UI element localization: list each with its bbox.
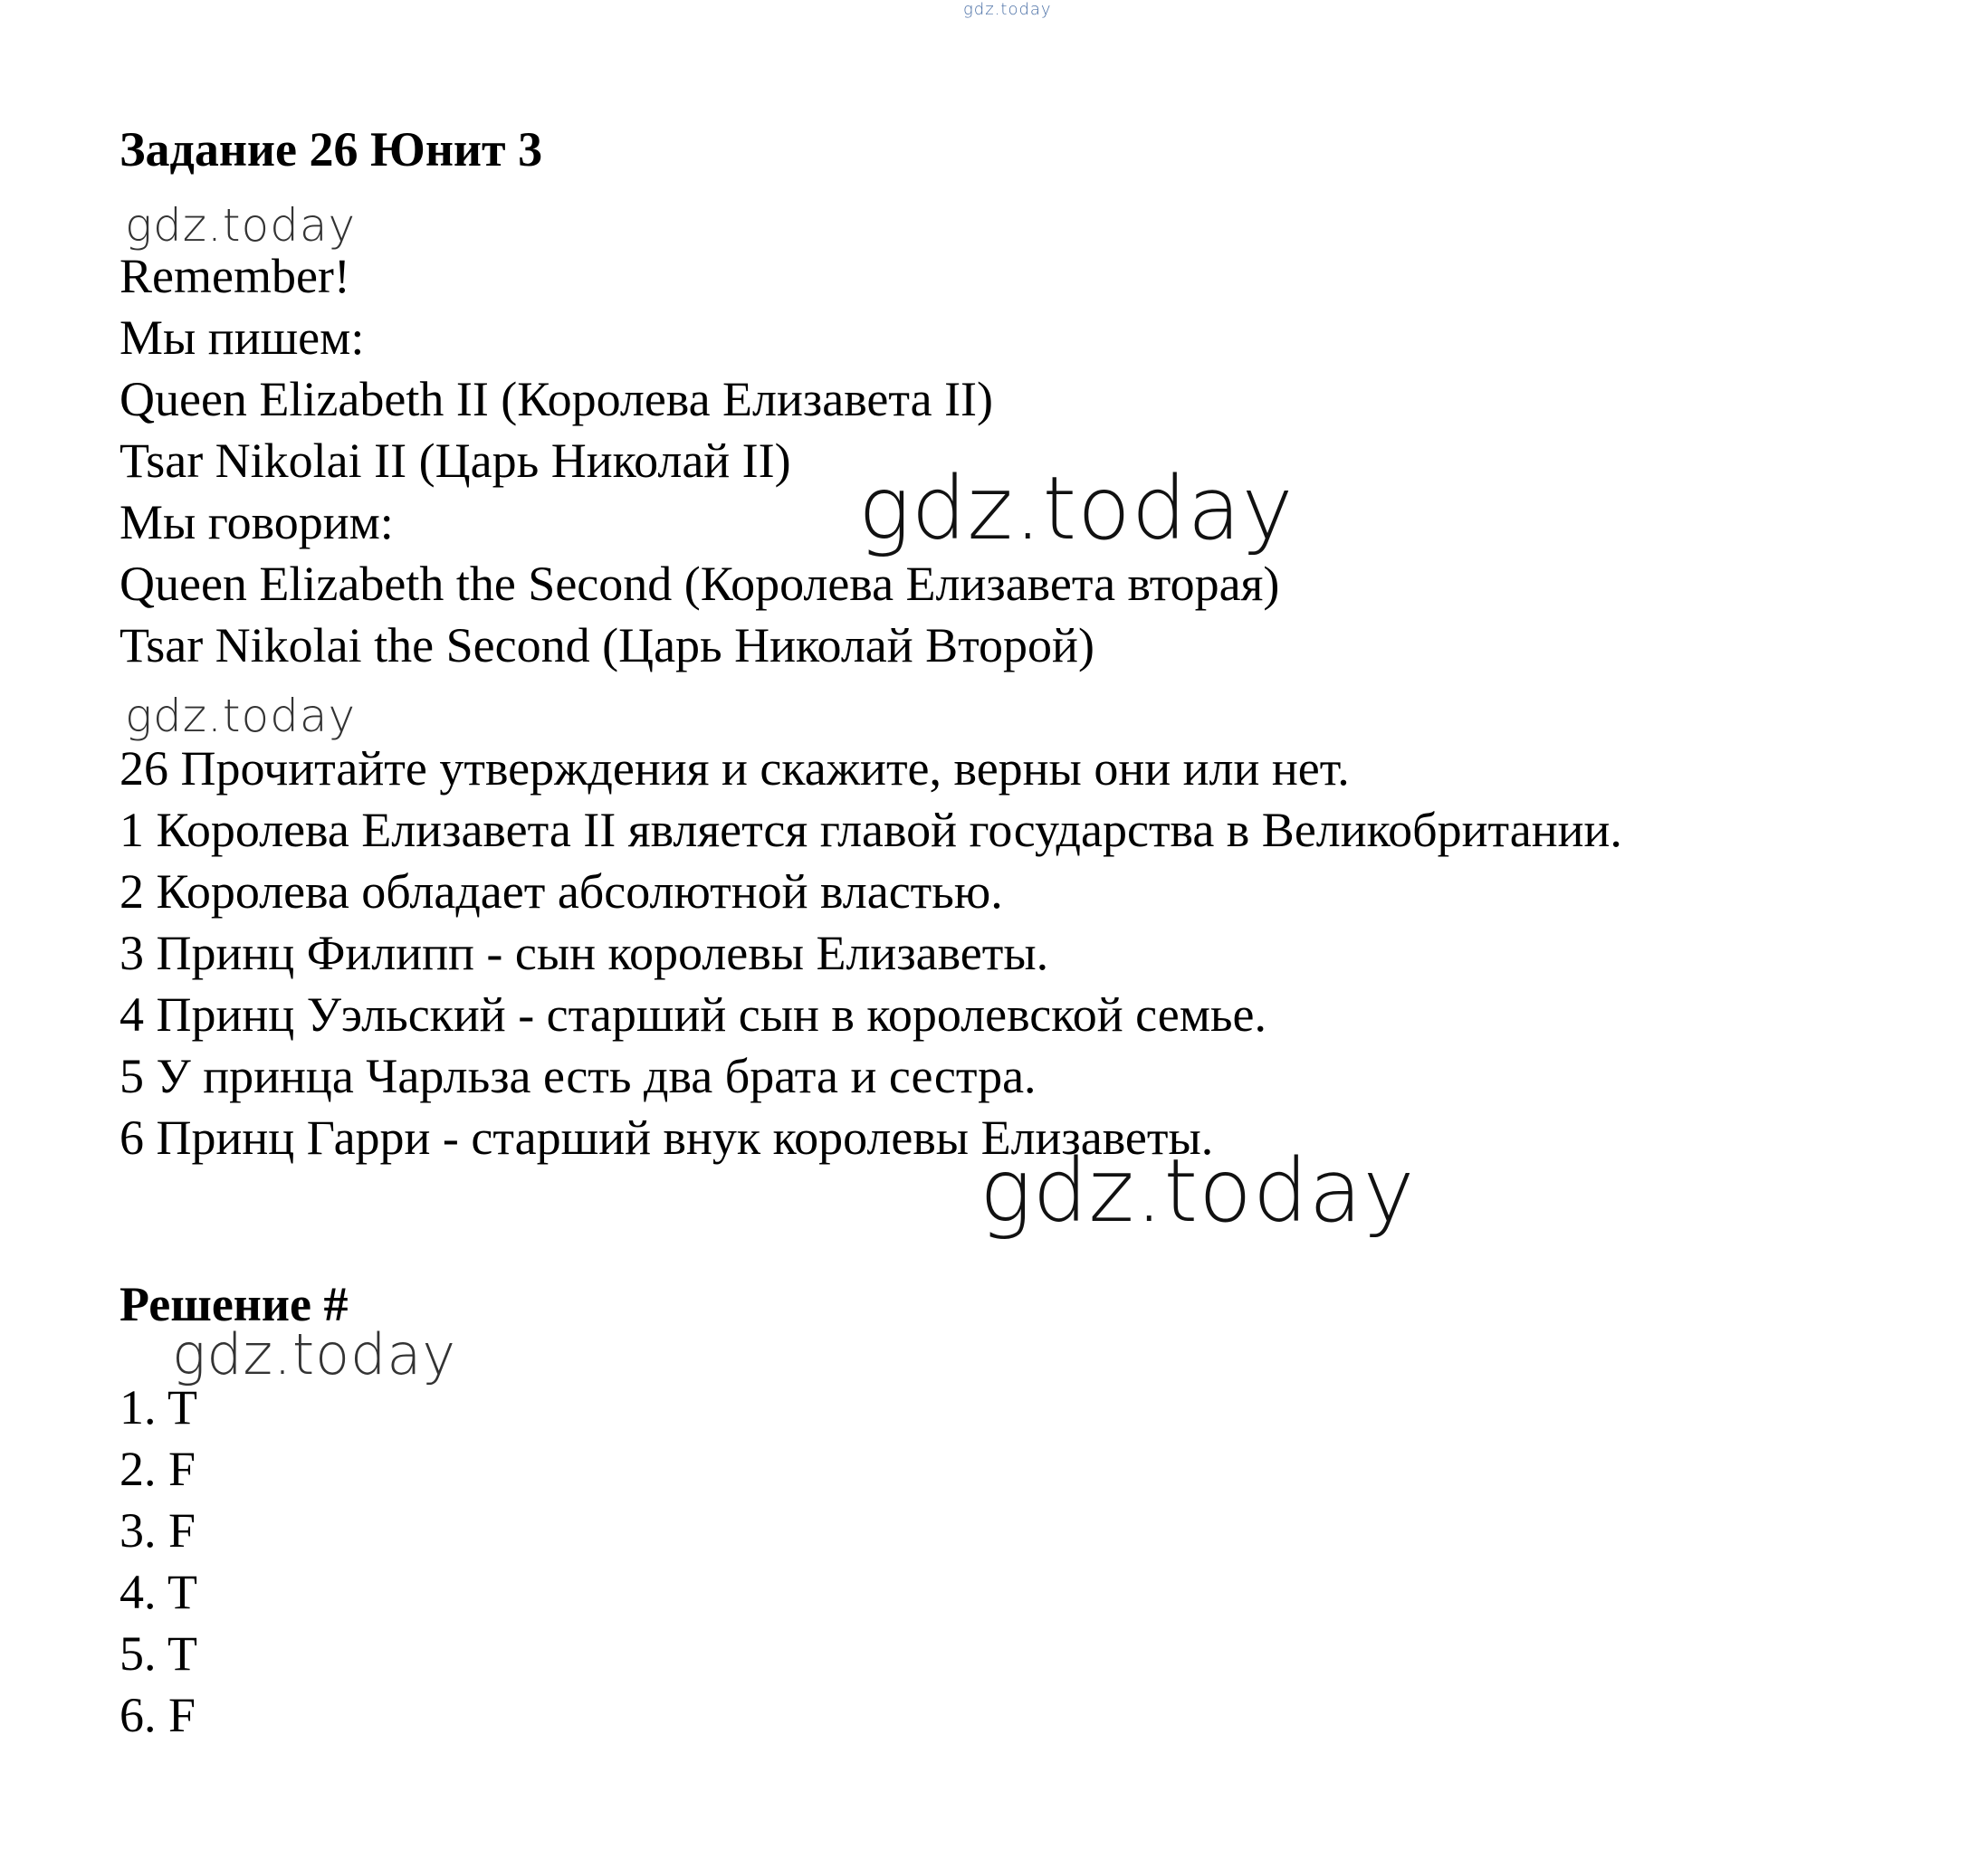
watermark: gdz.today xyxy=(980,1140,1416,1242)
watermark: gdz.today xyxy=(172,1321,457,1387)
statement-item: 3 Принц Филипп - сын королевы Елизаветы. xyxy=(119,926,1049,980)
watermark: gdz.today xyxy=(125,199,357,252)
say-example: Tsar Nikolai the Second (Царь Николай Второй) xyxy=(119,618,1094,672)
answer-item: 6. F xyxy=(119,1688,196,1742)
answer-item: 2. F xyxy=(119,1442,196,1496)
watermark: gdz.today xyxy=(125,690,357,742)
statement-item: 1 Королева Елизавета II является главой государства в Великобритании. xyxy=(119,803,1622,857)
watermark: gdz.today xyxy=(858,458,1295,559)
page-title: Задание 26 Юнит 3 xyxy=(119,122,543,176)
answer-item: 3. F xyxy=(119,1503,196,1558)
watermark-top: gdz.today xyxy=(963,0,1052,19)
statement-item: 5 У принца Чарльза есть два брата и сестра. xyxy=(119,1049,1037,1103)
write-example: Tsar Nikolai II (Царь Николай II) xyxy=(119,434,791,488)
we-say-label: Мы говорим: xyxy=(119,495,394,549)
exercise-instruction: 26 Прочитайте утверждения и скажите, верны они или нет. xyxy=(119,741,1350,796)
answer-item: 4. T xyxy=(119,1565,198,1619)
we-write-label: Мы пишем: xyxy=(119,310,365,365)
write-example: Queen Elizabeth II (Королева Елизавета II) xyxy=(119,372,994,426)
answer-item: 1. T xyxy=(119,1380,198,1434)
statement-item: 2 Королева обладает абсолютной властью. xyxy=(119,864,1003,919)
remember-heading: Remember! xyxy=(119,249,350,303)
statement-item: 4 Принц Уэльский - старший сын в королевской семье. xyxy=(119,987,1266,1042)
statement-item: 6 Принц Гарри - старший внук королевы Елизаветы. xyxy=(119,1110,1214,1165)
say-example: Queen Elizabeth the Second (Королева Елизавета вторая) xyxy=(119,557,1280,611)
answer-item: 5. T xyxy=(119,1626,198,1681)
solution-heading: Решение # xyxy=(119,1277,349,1331)
